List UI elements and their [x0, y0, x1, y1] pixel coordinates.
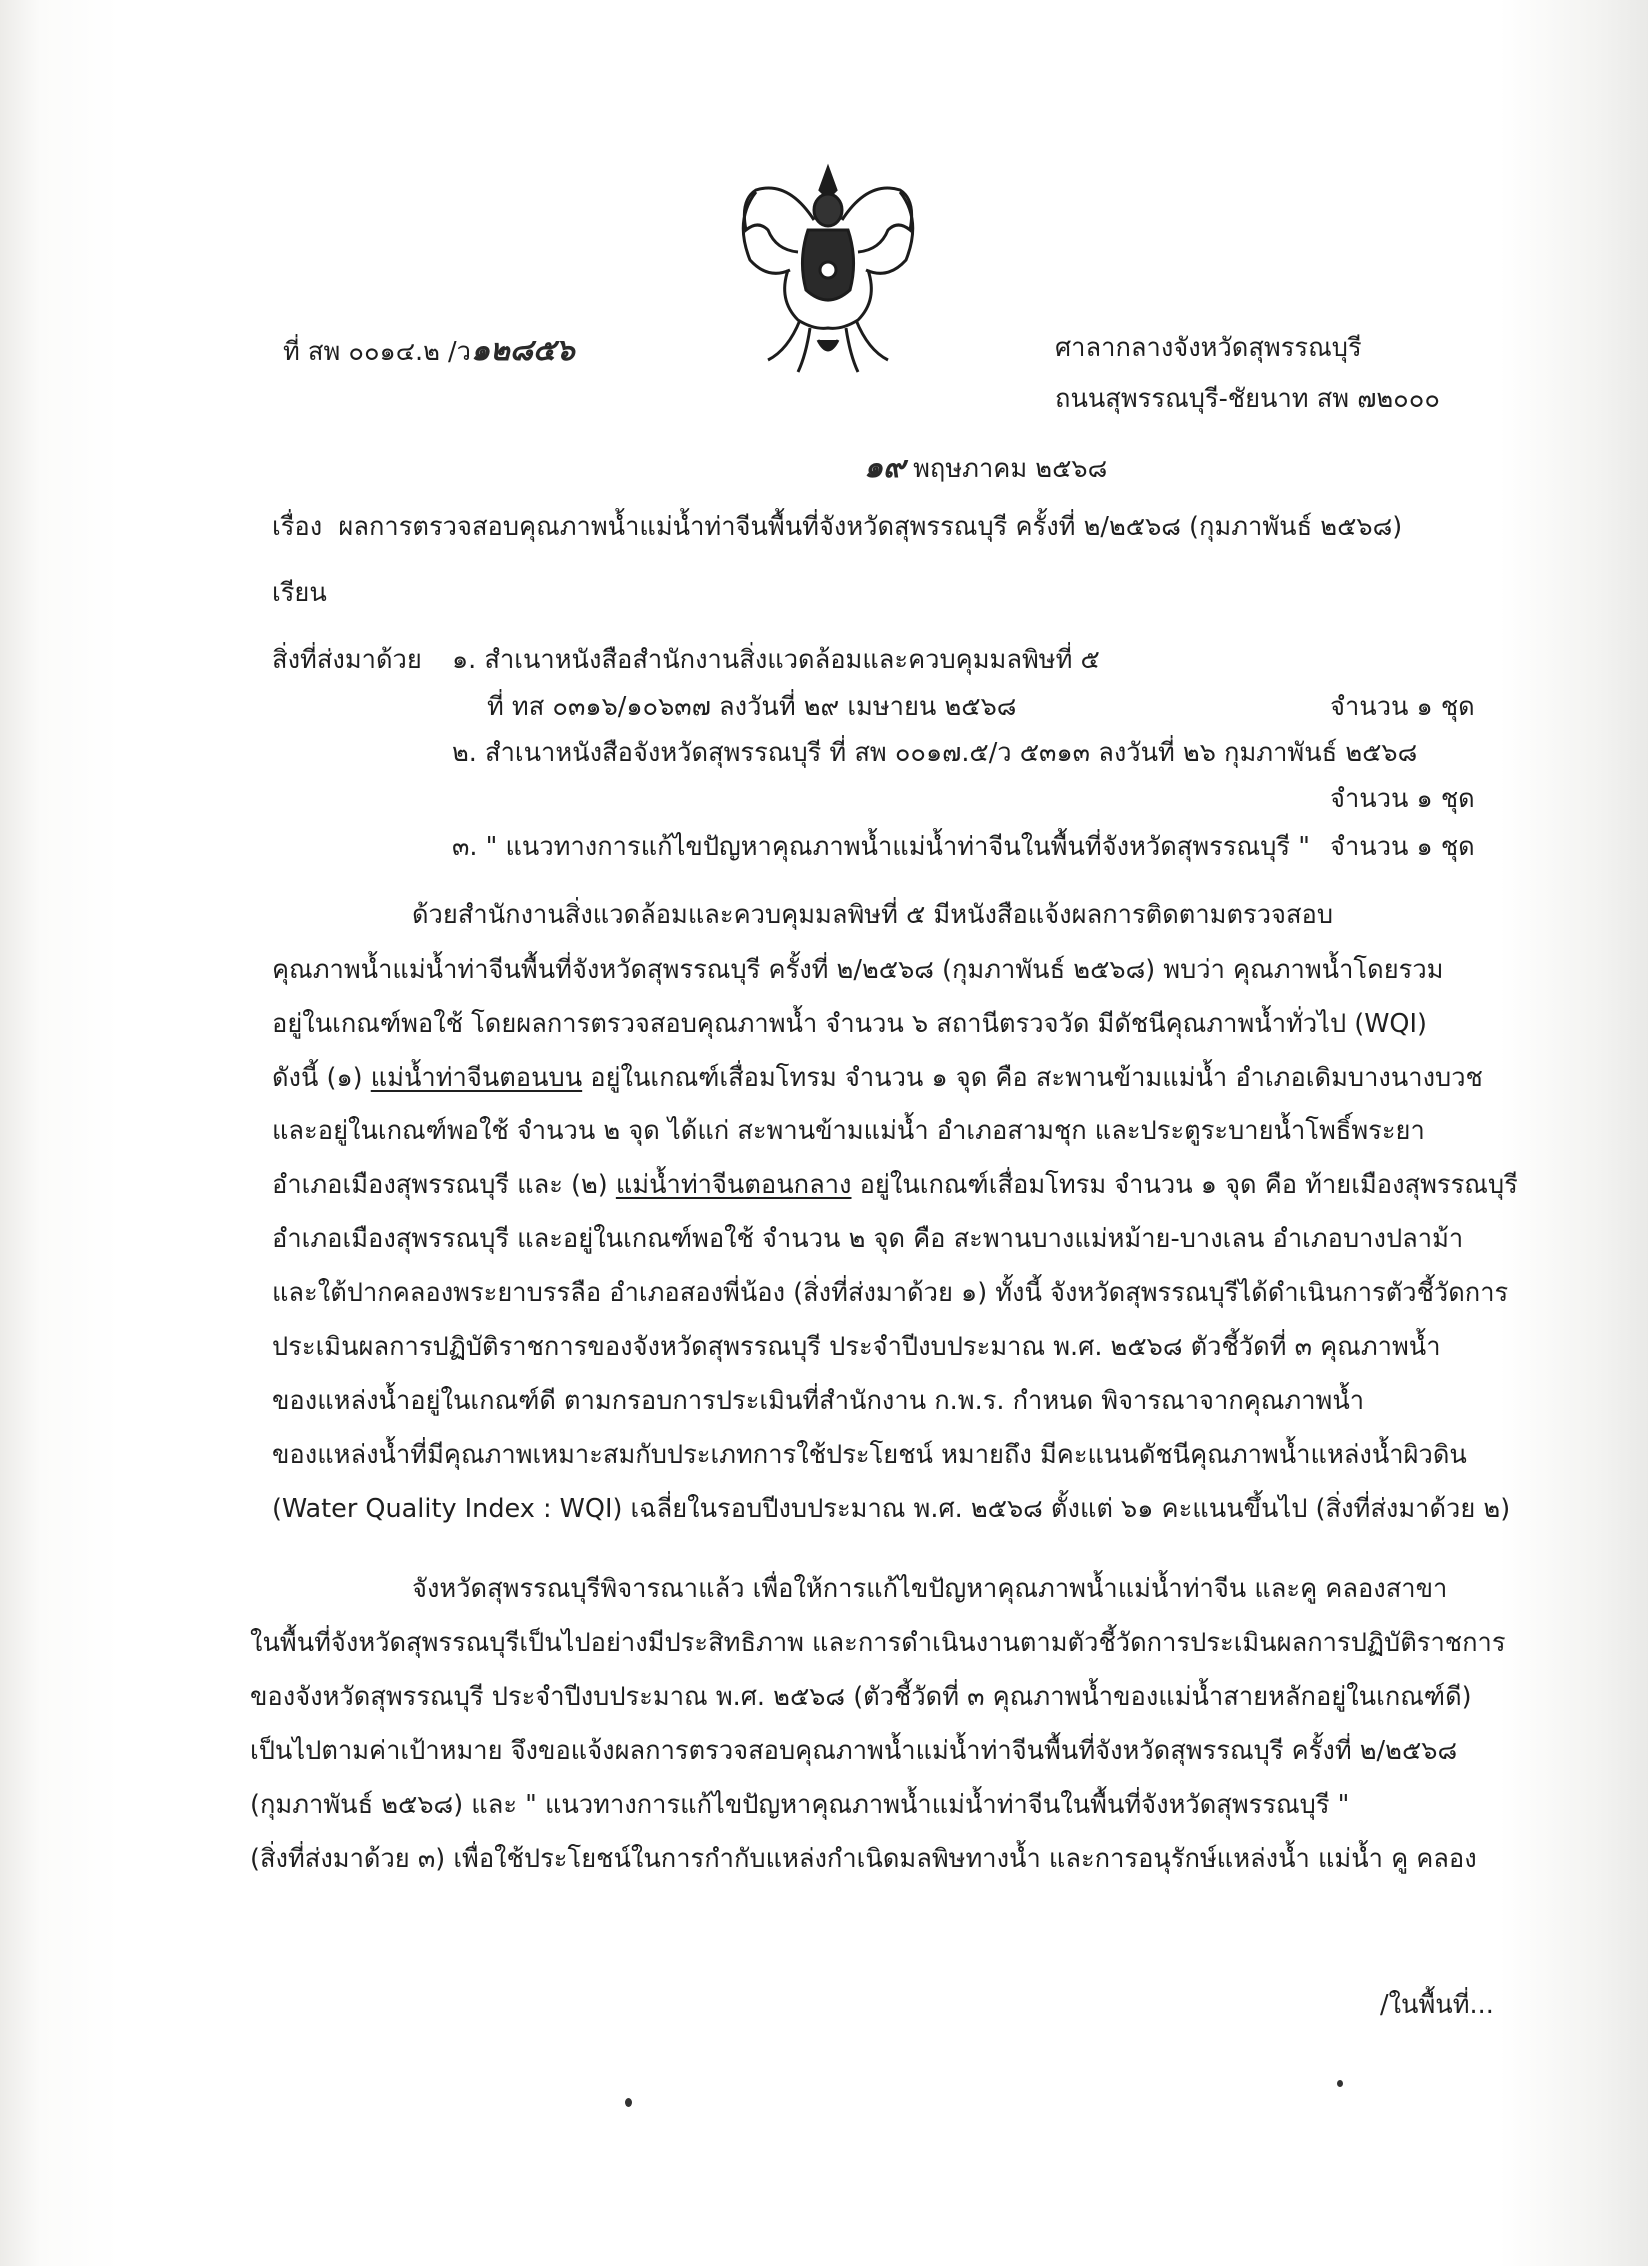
para1-text: ดังนี้ (๑) [272, 1063, 371, 1093]
para1-line: ของแหล่งน้ำที่มีคุณภาพเหมาะสมกับประเภทการใช้ประโยชน์ หมายถึง มีคะแนนดัชนีคุณภาพน้ำแหล่งน้ำผิวดิน [272, 1440, 1467, 1470]
para1-line [272, 1063, 1483, 1094]
para1-text: อำเภอเมืองสุพรรณบุรี และ (๒) [272, 1170, 616, 1200]
letter-date [864, 450, 1107, 486]
enclosure-2-line1: ๒. สำเนาหนังสือจังหวัดสุพรรณบุรี ที่ สพ ๐๐๑๗.๕/ว ๕๓๑๓ ลงวันที่ ๒๖ กุมภาพันธ์ ๒๕๖๘ [452, 738, 1418, 768]
scan-speck [1337, 2080, 1343, 2087]
upper-tha-chin-label: แม่น้ำท่าจีนตอนบน [370, 1063, 583, 1093]
para1-line: คุณภาพน้ำแม่น้ำท่าจีนพื้นที่จังหวัดสุพรรณบุรี ครั้งที่ ๒/๒๕๖๘ (กุมภาพันธ์ ๒๕๖๘) พบว่า คุณภาพน้ำโดยรวม [272, 955, 1444, 985]
subject-label: เรื่อง [272, 512, 323, 542]
to-label: เรียน [272, 578, 327, 608]
para2-line: (กุมภาพันธ์ ๒๕๖๘) และ " แนวทางการแก้ไขปัญหาคุณภาพน้ำแม่น้ำท่าจีนในพื้นที่จังหวัดสุพรรณบุรี " [250, 1790, 1350, 1820]
para1-text: อยู่ในเกณฑ์เสื่อมโทรม จำนวน ๑ จุด คือ สะพานข้ามแม่น้ำ อำเภอเดิมบางนางบวช [582, 1063, 1483, 1093]
enclosure-2-qty: จำนวน ๑ ชุด [1330, 784, 1475, 814]
para2-line: จังหวัดสุพรรณบุรีพิจารณาแล้ว เพื่อให้การแก้ไขปัญหาคุณภาพน้ำแม่น้ำท่าจีน และคู คลองสาขา [412, 1574, 1448, 1604]
scan-speck [625, 2098, 632, 2107]
enclosure-1-qty: จำนวน ๑ ชุด [1330, 692, 1475, 722]
enclosure-3-line1: ๓. " แนวทางการแก้ไขปัญหาคุณภาพน้ำแม่น้ำท่าจีนในพื้นที่จังหวัดสุพรรณบุรี " [452, 832, 1310, 862]
continuation-marker: /ในพื้นที่... [1380, 1990, 1494, 2020]
office-address: ถนนสุพรรณบุรี-ชัยนาท สพ ๗๒๐๐๐ [1055, 384, 1440, 414]
para1-line: อยู่ในเกณฑ์พอใช้ โดยผลการตรวจสอบคุณภาพน้ำ จำนวน ๖ สถานีตรวจวัด มีดัชนีคุณภาพน้ำทั่วไป (WQI) [272, 1009, 1427, 1039]
enclosure-1-line2: ที่ ทส ๐๓๑๖/๑๐๖๓๗ ลงวันที่ ๒๙ เมษายน ๒๕๖๘ [487, 692, 1017, 722]
reference-number [283, 333, 575, 369]
middle-tha-chin-label: แม่น้ำท่าจีนตอนกลาง [615, 1170, 852, 1200]
para2-line: ในพื้นที่จังหวัดสุพรรณบุรีเป็นไปอย่างมีประสิทธิภาพ และการดำเนินงานตามตัวชี้วัดการประเมินผลการปฏิบัติราชการ [250, 1628, 1506, 1658]
para1-text: อยู่ในเกณฑ์เสื่อมโทรม จำนวน ๑ จุด คือ ท้ายเมืองสุพรรณบุรี [851, 1170, 1518, 1200]
enclosures-label: สิ่งที่ส่งมาด้วย [272, 645, 422, 675]
date-month-year: พฤษภาคม ๒๕๖๘ [913, 454, 1108, 484]
para2-line: ของจังหวัดสุพรรณบุรี ประจำปีงบประมาณ พ.ศ. ๒๕๖๘ (ตัวชี้วัดที่ ๓ คุณภาพน้ำของแม่น้ำสายหลักอยู่ในเกณฑ์ดี) [250, 1682, 1472, 1712]
para2-line: เป็นไปตามค่าเป้าหมาย จึงขอแจ้งผลการตรวจสอบคุณภาพน้ำแม่น้ำท่าจีนพื้นที่จังหวัดสุพรรณบุรี ครั้งที่ ๒/๒๕๖๘ [250, 1736, 1458, 1766]
para1-line: ประเมินผลการปฏิบัติราชการของจังหวัดสุพรรณบุรี ประจำปีงบประมาณ พ.ศ. ๒๕๖๘ ตัวชี้วัดที่ ๓ คุณภาพน้ำ [272, 1332, 1441, 1362]
para1-line: (Water Quality Index : WQI) เฉลี่ยในรอบปีงบประมาณ พ.ศ. ๒๕๖๘ ตั้งแต่ ๖๑ คะแนนขึ้นไป (สิ่งที่ส่งมาด้วย ๒) [272, 1494, 1511, 1524]
reference-handwritten: ๑๒๘๕๖ [470, 333, 575, 368]
para1-line [272, 1170, 1518, 1201]
subject-line [272, 512, 1402, 543]
enclosure-1-line1: ๑. สำเนาหนังสือสำนักงานสิ่งแวดล้อมและควบคุมมลพิษที่ ๕ [452, 645, 1100, 675]
para1-line: ของแหล่งน้ำอยู่ในเกณฑ์ดี ตามกรอบการประเมินที่สำนักงาน ก.พ.ร. กำหนด พิจารณาจากคุณภาพน้ำ [272, 1386, 1365, 1416]
garuda-emblem [728, 160, 928, 380]
enclosure-3-qty: จำนวน ๑ ชุด [1330, 832, 1475, 862]
office-name: ศาลากลางจังหวัดสุพรรณบุรี [1055, 333, 1362, 363]
para1-line: และอยู่ในเกณฑ์พอใช้ จำนวน ๒ จุด ได้แก่ สะพานข้ามแม่น้ำ อำเภอสามชุก และประตูระบายน้ำโพธิ์พระยา [272, 1116, 1425, 1146]
para2-line: (สิ่งที่ส่งมาด้วย ๓) เพื่อใช้ประโยชน์ในการกำกับแหล่งกำเนิดมลพิษทางน้ำ และการอนุรักษ์แหล่งน้ำ แม่น้ำ คู คลอง [250, 1844, 1477, 1874]
reference-prefix: ที่ สพ ๐๐๑๔.๒ /ว [283, 337, 471, 367]
para1-line: และใต้ปากคลองพระยาบรรลือ อำเภอสองพี่น้อง (สิ่งที่ส่งมาด้วย ๑) ทั้งนี้ จังหวัดสุพรรณบุรีได้ดำเนินการตัวชี้วัดการ [272, 1278, 1509, 1308]
para1-line: ด้วยสำนักงานสิ่งแวดล้อมและควบคุมมลพิษที่ ๕ มีหนังสือแจ้งผลการติดตามตรวจสอบ [412, 900, 1334, 930]
para1-line: อำเภอเมืองสุพรรณบุรี และอยู่ในเกณฑ์พอใช้ จำนวน ๒ จุด คือ สะพานบางแม่หม้าย-บางเลน อำเภอบางปลาม้า [272, 1224, 1464, 1254]
date-day-handwritten: ๑๙ [864, 450, 906, 485]
subject-text: ผลการตรวจสอบคุณภาพน้ำแม่น้ำท่าจีนพื้นที่จังหวัดสุพรรณบุรี ครั้งที่ ๒/๒๕๖๘ (กุมภาพันธ์ ๒๕๖๘) [338, 512, 1403, 542]
